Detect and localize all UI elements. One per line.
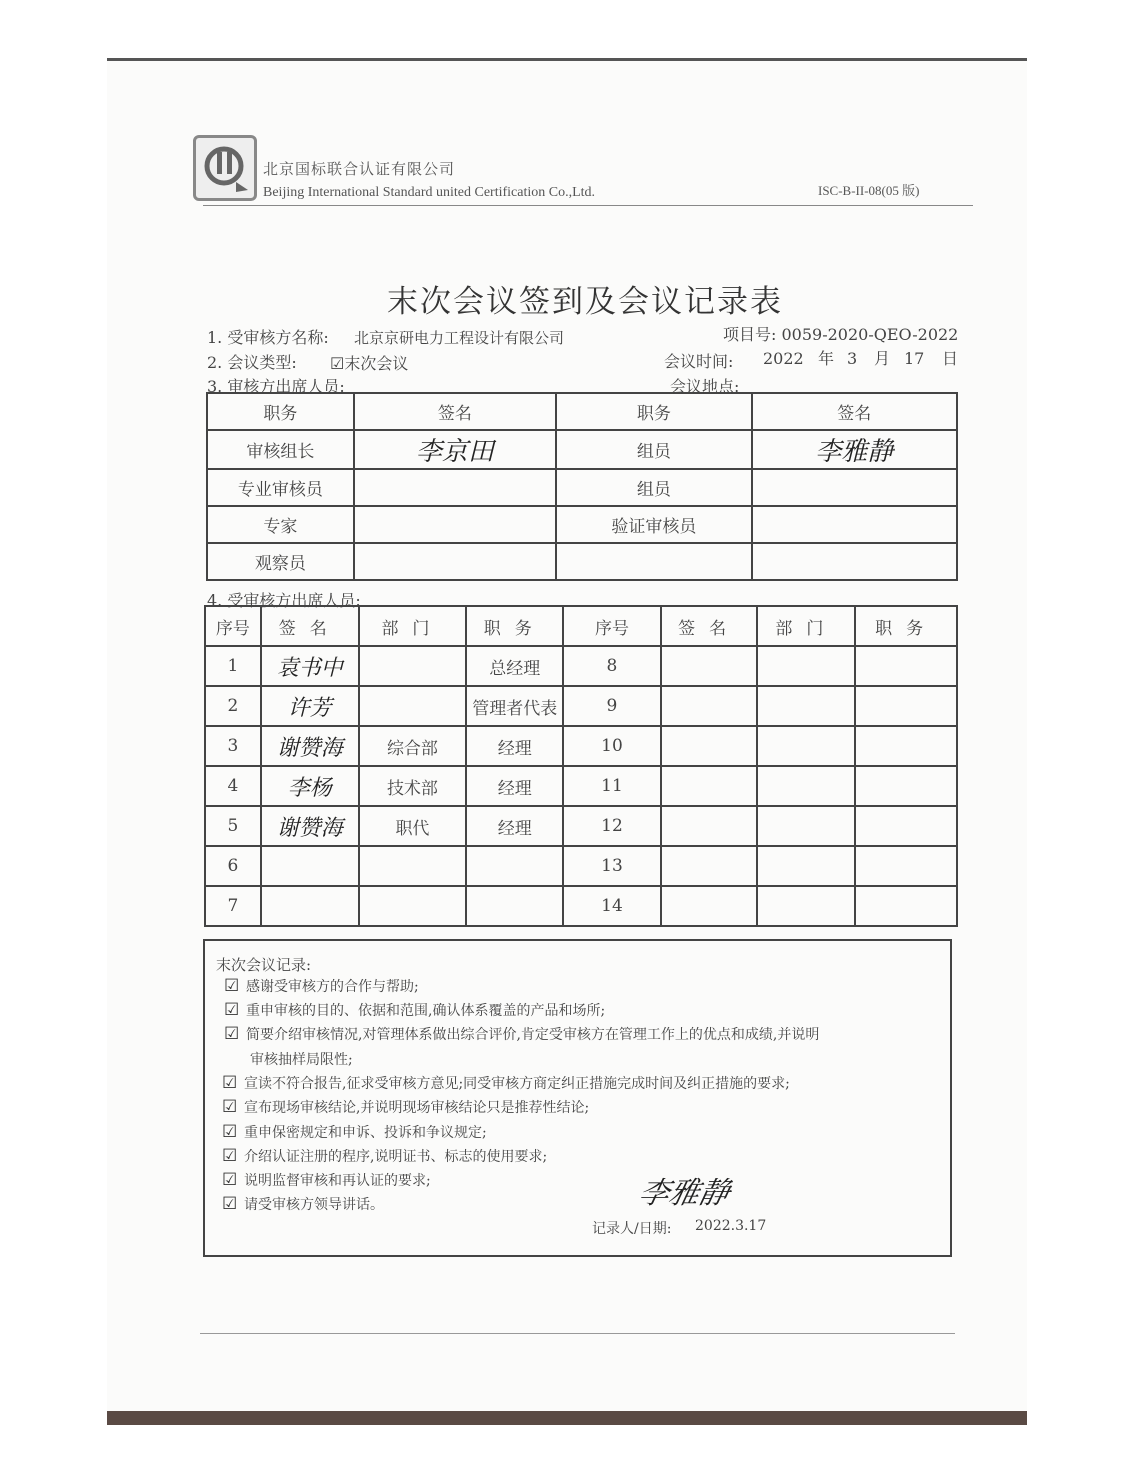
- record-title: 末次会议记录:: [216, 956, 312, 974]
- record-item: [222, 1073, 790, 1093]
- table-row: [205, 806, 957, 846]
- company-name-cn: 北京国标联合认证有限公司: [263, 160, 456, 178]
- table-row: [205, 646, 957, 686]
- record-item-text: 宣读不符合报告,征求受审核方意见;同受审核方商定纠正措施完成时间及纠正措施的要求;: [244, 1076, 790, 1092]
- department-cell: [757, 806, 855, 846]
- checkbox-checked-icon: ☑: [224, 1024, 240, 1044]
- checkbox-checked-icon: ☑: [224, 1000, 240, 1020]
- record-item-text: 说明监督审核和再认证的要求;: [244, 1173, 431, 1189]
- record-item: [222, 1122, 487, 1142]
- department-cell: [757, 766, 855, 806]
- department-cell: [359, 646, 467, 686]
- table-row: [207, 469, 957, 506]
- company-name-en: Beijing International Standard united Certification Co.,Ltd.: [263, 185, 596, 200]
- header-signature: 签名: [661, 606, 758, 646]
- signature-cell: [661, 686, 758, 726]
- checkbox-checked-icon: ☑: [222, 1097, 238, 1117]
- row-number: 1: [205, 646, 261, 686]
- signature-cell: [261, 846, 359, 886]
- record-item: [222, 1170, 431, 1190]
- title-cell: [855, 886, 957, 926]
- row-number: 14: [563, 886, 661, 926]
- signature-cell: [354, 469, 556, 506]
- meeting-place-label: 会议地点:: [670, 377, 740, 396]
- header-role: 职务: [207, 393, 354, 430]
- signature-cell: [752, 430, 957, 469]
- department-cell: [359, 846, 467, 886]
- title-cell: [855, 726, 957, 766]
- handwritten-signature: 袁书中: [276, 655, 343, 681]
- recorder-signature: 李雅静: [635, 1176, 733, 1211]
- role-cell: [556, 543, 751, 580]
- checkbox-checked-icon: ☑: [222, 1170, 238, 1190]
- row-number: 6: [205, 846, 261, 886]
- signature-cell: [752, 543, 957, 580]
- row-number: 13: [563, 846, 661, 886]
- table-row: [205, 886, 957, 926]
- handwritten-signature: 谢赞海: [276, 735, 343, 761]
- auditee-name-label: 1. 受审核方名称:: [207, 328, 329, 347]
- table-header-row: [205, 606, 957, 646]
- role-cell: 组员: [556, 469, 751, 506]
- form-code: ISC-B-II-08(05 版): [818, 183, 920, 198]
- signature-cell: [261, 646, 359, 686]
- title-cell: [855, 766, 957, 806]
- row-number: 3: [205, 726, 261, 766]
- row-number: 5: [205, 806, 261, 846]
- signature-cell: [752, 506, 957, 543]
- role-cell: 验证审核员: [556, 506, 751, 543]
- checkbox-checked-icon: ☑: [222, 1122, 238, 1142]
- table-row: [205, 766, 957, 806]
- signature-cell: [354, 506, 556, 543]
- checkbox-checked-icon: ☑: [222, 1194, 238, 1214]
- signature-cell: [261, 886, 359, 926]
- handwritten-signature: 李雅静: [815, 437, 894, 467]
- footer-divider: [200, 1333, 955, 1334]
- record-item: [222, 1194, 384, 1214]
- record-item-text: 感谢受审核方的合作与帮助;: [246, 979, 419, 995]
- signature-cell: [661, 806, 758, 846]
- checkbox-checked-icon: ☑: [222, 1073, 238, 1093]
- audit-team-table: [206, 392, 958, 581]
- department-cell: 综合部: [359, 726, 467, 766]
- header-no: 序号: [563, 606, 661, 646]
- signature-cell: [661, 646, 758, 686]
- role-cell: 专家: [207, 506, 354, 543]
- department-cell: [359, 686, 467, 726]
- role-cell: 组员: [556, 430, 751, 469]
- title-cell: 总经理: [466, 646, 563, 686]
- row-number: 10: [563, 726, 661, 766]
- meeting-month-unit: 月: [874, 349, 891, 368]
- table-header-row: [207, 393, 957, 430]
- record-item: [222, 1097, 589, 1117]
- department-cell: [359, 886, 467, 926]
- row-number: 7: [205, 886, 261, 926]
- header-signature: 签名: [354, 393, 556, 430]
- department-cell: 技术部: [359, 766, 467, 806]
- signature-cell: [752, 469, 957, 506]
- title-cell: [466, 846, 563, 886]
- recorder-date: 2022.3.17: [695, 1218, 767, 1234]
- record-item-text: 重申保密规定和申诉、投诉和争议规定;: [244, 1125, 487, 1141]
- handwritten-signature: 谢赞海: [276, 815, 343, 841]
- department-cell: [757, 886, 855, 926]
- recorder-label: 记录人/日期:: [592, 1221, 672, 1237]
- row-number: 12: [563, 806, 661, 846]
- title-cell: 经理: [466, 726, 563, 766]
- auditee-attendees-table: [204, 605, 958, 927]
- table-row: [205, 726, 957, 766]
- record-item-text: 简要介绍审核情况,对管理体系做出综合评价,肯定受审核方在管理工作上的优点和成绩,并说明: [246, 1027, 820, 1043]
- company-logo: [193, 135, 257, 201]
- signature-cell: [661, 886, 758, 926]
- header-divider: [203, 205, 973, 206]
- record-item-continuation: 审核抽样局限性;: [250, 1052, 353, 1068]
- role-cell: 观察员: [207, 543, 354, 580]
- signature-cell: [661, 846, 758, 886]
- title-cell: [855, 846, 957, 886]
- record-item-text: 重申审核的目的、依据和范围,确认体系覆盖的产品和场所;: [246, 1003, 606, 1019]
- header-signature: 签名: [752, 393, 957, 430]
- signature-cell: [261, 726, 359, 766]
- header-no: 序号: [205, 606, 261, 646]
- title-cell: [855, 646, 957, 686]
- signature-cell: [261, 806, 359, 846]
- signature-cell: [261, 766, 359, 806]
- signature-cell: [261, 686, 359, 726]
- handwritten-signature: 许芳: [287, 695, 332, 721]
- title-cell: 经理: [466, 806, 563, 846]
- project-number: 项目号: 0059-2020-QEO-2022: [723, 325, 959, 344]
- meeting-year-unit: 年: [818, 349, 835, 368]
- record-item-text: 请受审核方领导讲话。: [244, 1197, 384, 1213]
- checkbox-checked-icon: ☑: [222, 1146, 238, 1166]
- record-item: [224, 1024, 819, 1044]
- signature-cell: [354, 543, 556, 580]
- signature-cell: [354, 430, 556, 469]
- meeting-time-label: 会议时间:: [664, 352, 734, 371]
- department-cell: [757, 726, 855, 766]
- auditor-attendees-label: 3. 审核方出席人员:: [207, 377, 345, 396]
- title-cell: 经理: [466, 766, 563, 806]
- signature-cell: [661, 766, 758, 806]
- meeting-day: 17: [904, 349, 925, 368]
- table-row: [207, 506, 957, 543]
- row-number: 9: [563, 686, 661, 726]
- role-cell: 审核组长: [207, 430, 354, 469]
- header-title: 职务: [466, 606, 563, 646]
- meeting-day-unit: 日: [942, 349, 959, 368]
- role-cell: 专业审核员: [207, 469, 354, 506]
- department-cell: 职代: [359, 806, 467, 846]
- row-number: 11: [563, 766, 661, 806]
- title-cell: [466, 886, 563, 926]
- handwritten-signature: 李杨: [287, 775, 332, 801]
- header-department: 部门: [757, 606, 855, 646]
- meeting-type-value: ☑末次会议: [330, 354, 409, 373]
- table-row: [207, 543, 957, 580]
- record-item: [224, 976, 419, 996]
- row-number: 2: [205, 686, 261, 726]
- record-item-text: 宣布现场审核结论,并说明现场审核结论只是推荐性结论;: [244, 1100, 590, 1116]
- header-title: 职务: [855, 606, 957, 646]
- department-cell: [757, 646, 855, 686]
- meeting-type-label: 2. 会议类型:: [207, 353, 297, 372]
- meeting-month: 3: [847, 349, 858, 368]
- meeting-year: 2022: [763, 349, 804, 368]
- auditee-attendees-label: 4. 受审核方出席人员:: [207, 591, 361, 610]
- row-number: 4: [205, 766, 261, 806]
- record-item-text: 介绍认证注册的程序,说明证书、标志的使用要求;: [244, 1149, 548, 1165]
- signature-cell: [661, 726, 758, 766]
- header-signature: 签名: [261, 606, 359, 646]
- header-department: 部门: [359, 606, 467, 646]
- record-item: [224, 1000, 605, 1020]
- header-role: 职务: [556, 393, 751, 430]
- table-row: [205, 846, 957, 886]
- title-cell: [855, 686, 957, 726]
- checkbox-checked-icon: ☑: [224, 976, 240, 996]
- table-row: [205, 686, 957, 726]
- auditee-name-value: 北京京研电力工程设计有限公司: [354, 329, 565, 347]
- row-number: 8: [563, 646, 661, 686]
- document-title: 末次会议签到及会议记录表: [387, 284, 783, 320]
- table-row: [207, 430, 957, 469]
- department-cell: [757, 686, 855, 726]
- title-cell: 管理者代表: [466, 686, 563, 726]
- department-cell: [757, 846, 855, 886]
- record-item: [222, 1146, 547, 1166]
- handwritten-signature: 李京田: [415, 437, 494, 467]
- title-cell: [855, 806, 957, 846]
